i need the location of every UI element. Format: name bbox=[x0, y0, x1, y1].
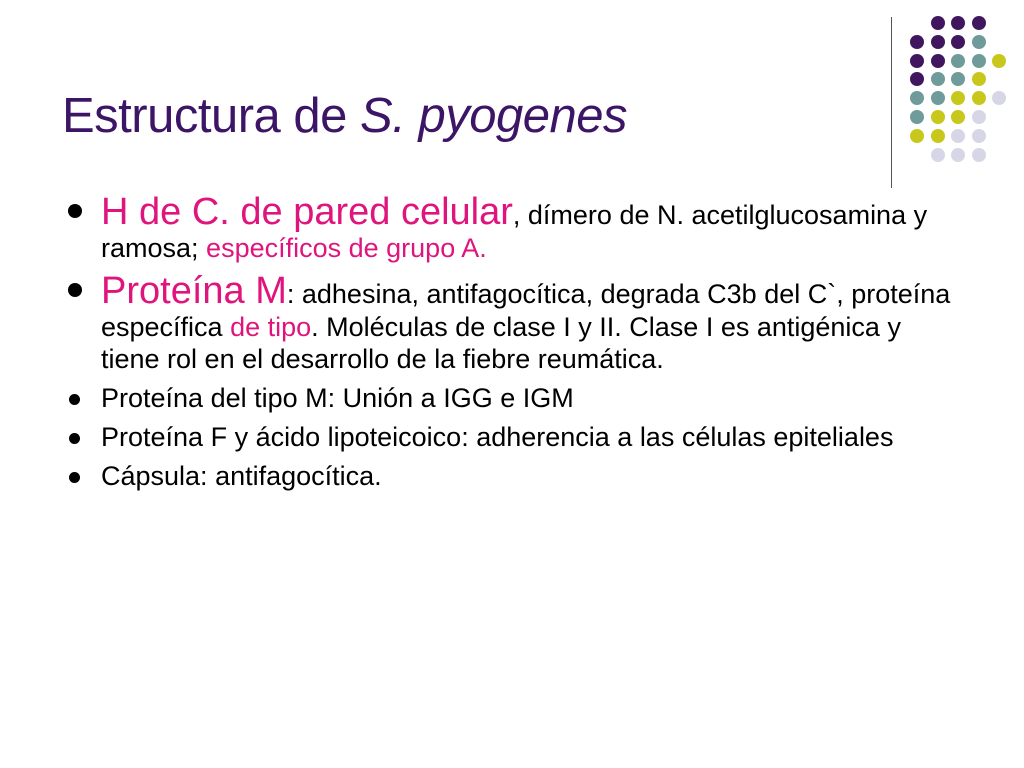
decorative-dot bbox=[992, 91, 1006, 105]
bullet-2-body: : adhesina, antifagocítica, degrada C3b del C`, proteína específica bbox=[101, 279, 951, 342]
decorative-dot bbox=[951, 72, 965, 86]
decorative-dot bbox=[951, 129, 965, 143]
bullet-dot-icon bbox=[68, 283, 82, 297]
bullet-2-highlight: de tipo bbox=[230, 312, 312, 342]
decorative-dot-grid bbox=[0, 0, 1024, 170]
bullet-3-text: Proteína del tipo M: Unión a IGG e IGM bbox=[101, 383, 574, 413]
bullet-item-capsule bbox=[64, 460, 964, 492]
bullet-dot-icon bbox=[69, 394, 80, 405]
bullet-dot-icon bbox=[69, 472, 80, 483]
decorative-dot bbox=[910, 35, 924, 49]
bullet-2-body-continued: . Moléculas de clase I y II. Clase I es antigénica y tiene rol en el desarrollo de la fiebre reumática. bbox=[101, 312, 901, 374]
bullet-list bbox=[64, 192, 964, 499]
bullet-dot-icon bbox=[69, 433, 80, 444]
decorative-dot bbox=[931, 91, 945, 105]
bullet-5-text: Cápsula: antifagocítica. bbox=[101, 461, 382, 491]
decorative-dot bbox=[972, 91, 986, 105]
decorative-dot bbox=[951, 148, 965, 162]
decorative-dot bbox=[972, 148, 986, 162]
bullet-item-protein-f bbox=[64, 421, 964, 453]
decorative-dot bbox=[931, 110, 945, 124]
decorative-dot bbox=[972, 110, 986, 124]
bullet-item-cell-wall-carbohydrate bbox=[64, 192, 964, 264]
decorative-dot bbox=[910, 91, 924, 105]
decorative-dot bbox=[951, 16, 965, 30]
decorative-dot bbox=[910, 54, 924, 68]
decorative-dot bbox=[931, 129, 945, 143]
bullet-item-protein-m bbox=[64, 271, 964, 375]
decorative-dot bbox=[972, 129, 986, 143]
bullet-dot-icon bbox=[68, 204, 82, 218]
decorative-dot bbox=[951, 54, 965, 68]
decorative-dot bbox=[951, 35, 965, 49]
decorative-dot bbox=[972, 54, 986, 68]
decorative-dot bbox=[972, 16, 986, 30]
decorative-dot bbox=[951, 91, 965, 105]
bullet-1-heading: H de C. de pared celular bbox=[101, 191, 513, 233]
decorative-dot bbox=[931, 148, 945, 162]
slide-title bbox=[62, 88, 627, 144]
bullet-4-text: Proteína F y ácido lipoteicoico: adherencia a las células epiteliales bbox=[101, 422, 894, 452]
bullet-1-body: , dímero de N. acetilglucosamina y ramosa; bbox=[101, 200, 928, 263]
decorative-dot bbox=[931, 35, 945, 49]
decorative-dot bbox=[992, 54, 1006, 68]
decorative-dot bbox=[910, 110, 924, 124]
decorative-dot bbox=[972, 72, 986, 86]
decorative-dot bbox=[931, 16, 945, 30]
decorative-dot bbox=[931, 54, 945, 68]
decorative-dot bbox=[931, 72, 945, 86]
bullet-2-heading: Proteína M bbox=[101, 270, 287, 312]
title-italic-text: S. pyogenes bbox=[360, 89, 627, 143]
decorative-dot bbox=[910, 72, 924, 86]
title-divider-line bbox=[891, 17, 892, 188]
bullet-item-protein-m-type bbox=[64, 382, 964, 414]
decorative-dot bbox=[972, 35, 986, 49]
decorative-dot bbox=[910, 129, 924, 143]
title-main-text: Estructura de bbox=[62, 89, 361, 143]
decorative-dot bbox=[951, 110, 965, 124]
bullet-1-highlight: específicos de grupo A. bbox=[206, 233, 487, 263]
